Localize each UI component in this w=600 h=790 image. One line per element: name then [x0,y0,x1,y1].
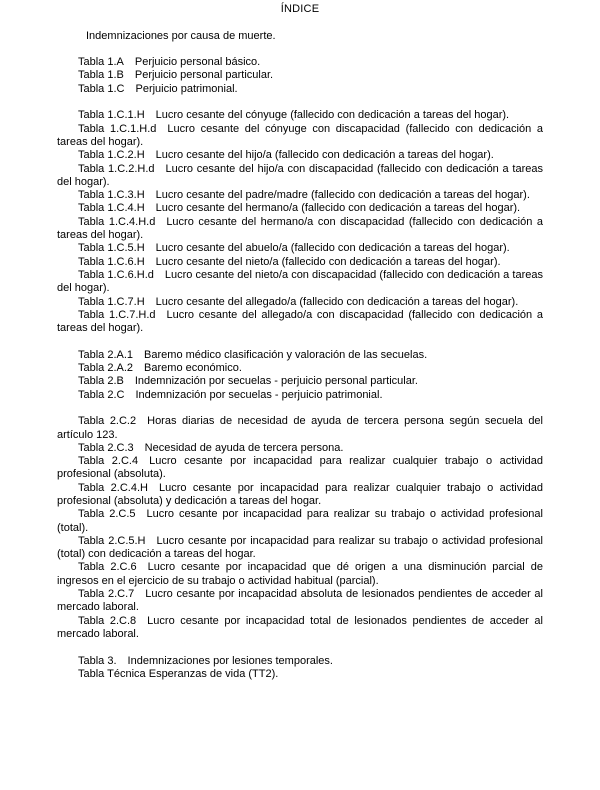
index-entry [57,655,543,668]
entry-text: Lucro cesante del allegado/a (fallecido con dedicación a tareas del hogar). [155,295,519,308]
entry-label: Tabla 1.C.1.H.d [78,122,157,135]
index-entry [57,30,543,43]
entry-text: Lucro cesante por incapacidad para realizar su trabajo o actividad profesional (total) con dedicación a tareas del hogar. [57,534,543,561]
entry-text: Lucro cesante del cónyuge (fallecido con dedicación a tareas del hogar). [155,109,510,122]
entry-label: Tabla 2.C.5 [78,508,136,521]
index-entry [57,149,543,162]
entry-text: Horas diarias de necesidad de ayuda de tercera persona según secuela del artículo 123. [57,415,543,441]
entry-label: Tabla 2.A.2 [78,362,134,375]
index-entry [57,668,543,681]
entry-text: Lucro cesante por incapacidad para realizar cualquier trabajo o actividad profesional (absoluta). [57,455,543,481]
index-group [57,415,543,641]
entry-text: Lucro cesante por incapacidad para realizar cualquier trabajo o actividad profesional (absoluta) y dedicación a tareas del hogar. [57,481,543,507]
index-entry [57,375,543,388]
entry-label: Tabla 3. [78,654,117,667]
index-entry [57,389,543,402]
index-entry [57,296,543,309]
entry-text: Lucro cesante del nieto/a con discapacidad (fallecido con dedicación a tareas del hogar). [57,268,543,295]
entry-text: Indemnización por secuelas - perjuicio patrimonial. [135,388,383,401]
index-entry [57,216,543,243]
index-entry [57,269,543,296]
entry-text: Lucro cesante por incapacidad para realizar su trabajo o actividad profesional (total). [57,508,543,534]
index-entry [57,69,543,82]
index-entry [57,482,543,509]
index-entry [57,242,543,255]
entry-text: Lucro cesante del allegado/a con discapacidad (fallecido con dedicación a tareas del hogar). [57,308,543,335]
index-entry [57,189,543,202]
entry-text: Baremo económico. [144,362,242,375]
entry-text: Lucro cesante del abuelo/a (fallecido con dedicación a tareas del hogar). [155,242,510,255]
entry-label: Tabla 1.C [78,82,125,95]
index-entry [57,56,543,69]
entry-label: Tabla 2.C.3 [78,441,134,454]
entry-label: Tabla 1.A [78,56,124,69]
index-group [57,349,543,402]
index-entry [57,349,543,362]
index-group [57,109,543,335]
index-entry [57,442,543,455]
entry-label: Tabla 1.C.3.H [78,189,145,202]
entry-label: Tabla 1.B [78,69,124,82]
entry-text: Lucro cesante del nieto/a (fallecido con dedicación a tareas del hogar). [155,255,501,268]
entry-text: Perjuicio patrimonial. [135,82,238,95]
entry-label: Tabla 2.C.6 [78,561,137,574]
entry-label: Tabla 1.C.2.H [78,149,145,162]
index-group [57,56,543,96]
entry-label: Tabla 1.C.1.H [78,109,145,122]
entry-text: Perjuicio personal particular. [134,69,274,82]
index-entry [57,309,543,336]
entry-label: Tabla 2.C.5.H [78,534,146,547]
entry-text: Lucro cesante por incapacidad absoluta de lesionados pendientes de acceder al mercado laboral. [57,588,543,614]
entry-label: Tabla 2.C.7 [78,588,135,601]
entry-label: Tabla 2.C.4.H [78,481,148,494]
entry-text: Lucro cesante del cónyuge con discapacidad (fallecido con dedicación a tareas del hogar). [57,122,543,148]
entry-text: Indemnizaciones por causa de muerte. [86,29,276,42]
entry-label: Tabla 1.C.7.H.d [78,308,156,321]
entry-label: Tabla 1.C.4.H.d [78,215,156,228]
index-entry [57,508,543,535]
entry-label: Tabla 1.C.5.H [78,242,145,255]
index-entry [57,588,543,615]
entry-text: Lucro cesante del hijo/a con discapacidad (fallecido con dedicación a tareas del hogar). [57,162,543,188]
index-entry [57,123,543,150]
index-entry [57,202,543,215]
entry-text: Indemnización por secuelas - perjuicio personal particular. [134,375,418,388]
index-group [57,655,543,682]
entry-text: Lucro cesante del hermano/a (fallecido con dedicación a tareas del hogar). [155,202,521,215]
entry-label: Tabla 2.B [78,375,124,388]
entry-label: Tabla 1.C.6.H.d [78,268,154,281]
index-entry [57,535,543,562]
entry-text: Lucro cesante del padre/madre (fallecido con dedicación a tareas del hogar). [155,189,530,202]
entry-label: Tabla 2.C.8 [78,614,137,627]
entry-label: Tabla 2.C.4 [78,455,139,468]
index-entry [57,256,543,269]
index-entry [57,561,543,588]
entry-text: Lucro cesante del hermano/a con discapacidad (fallecido con dedicación a tareas del hogar). [57,215,543,242]
entry-text: Lucro cesante por incapacidad que dé origen a una disminución parcial de ingresos en el ejercicio de su trabajo o actividad habitual (parcial). [57,561,543,587]
index-list [57,30,543,682]
entry-label: Tabla 2.C [78,388,125,401]
index-entry [57,415,543,442]
index-entry [57,163,543,190]
page-title: ÍNDICE [280,3,320,15]
entry-label: Tabla 1.C.6.H [78,255,145,268]
index-entry [57,615,543,642]
entry-text: Lucro cesante del hijo/a (fallecido con dedicación a tareas del hogar). [155,149,494,162]
entry-label: Tabla 2.A.1 [78,348,134,361]
index-entry [57,109,543,122]
entry-label: Tabla 1.C.7.H [78,295,145,308]
entry-label: Tabla 2.C.2 [78,415,137,428]
entry-text: Perjuicio personal básico. [134,56,261,69]
index-entry [57,455,543,482]
entry-text: Indemnizaciones por lesiones temporales. [127,654,333,667]
entry-label: Tabla 1.C.4.H [78,202,145,215]
index-entry [57,83,543,96]
index-group [57,30,543,43]
entry-text: Baremo médico clasificación y valoración de las secuelas. [144,348,428,361]
entry-text: Tabla Técnica Esperanzas de vida (TT2). [78,667,279,680]
entry-text: Necesidad de ayuda de tercera persona. [144,441,344,454]
index-entry [57,362,543,375]
entry-label: Tabla 1.C.2.H.d [78,162,155,175]
entry-text: Lucro cesante por incapacidad total de lesionados pendientes de acceder al mercado laboral. [57,614,543,640]
